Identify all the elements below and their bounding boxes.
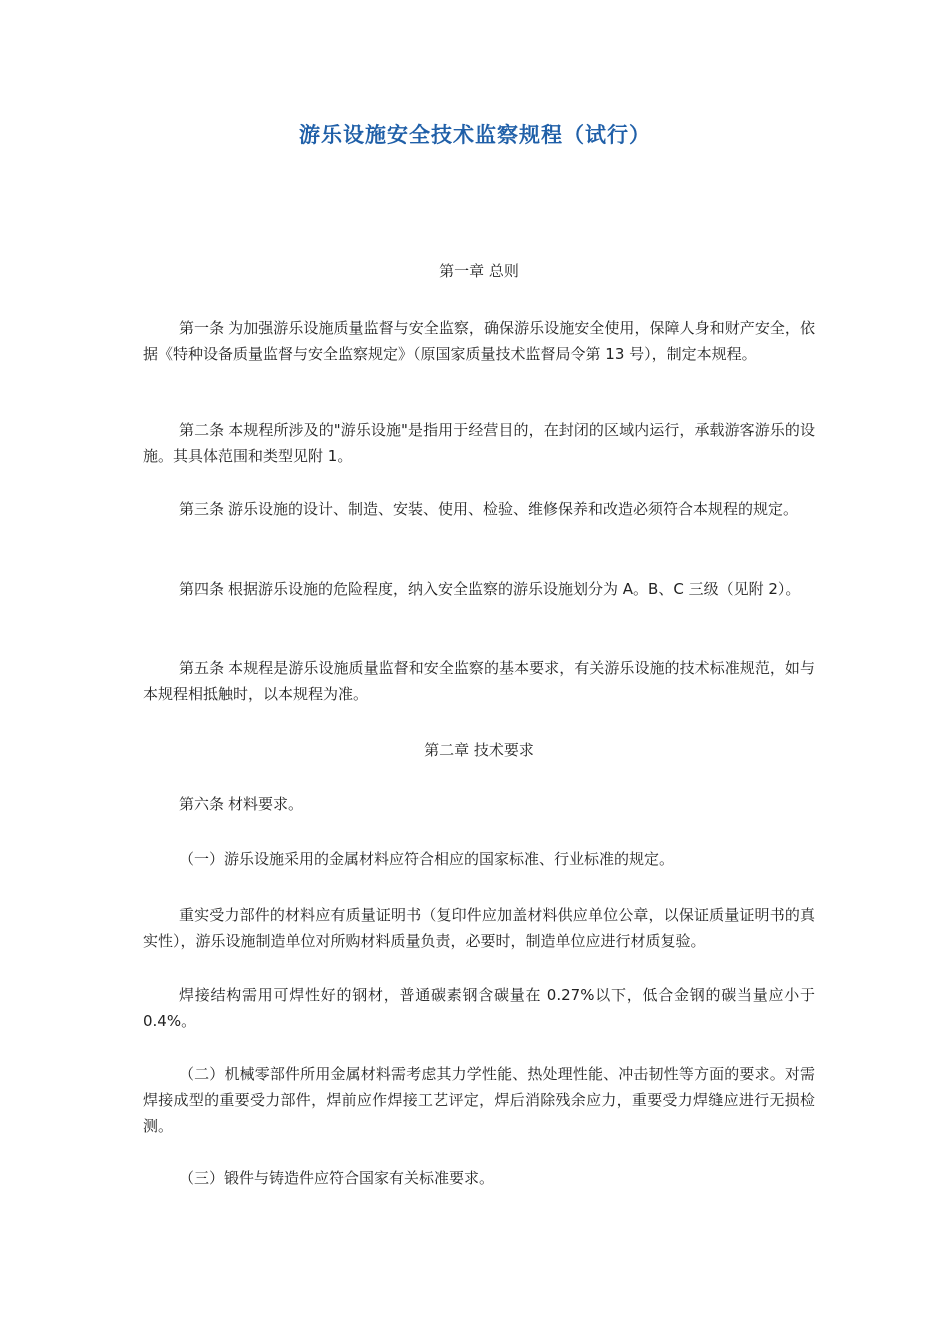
paragraph-text: 重实受力部件的材料应有质量证明书（复印件应加盖材料供应单位公章，以保证质量证明书的真实性），游乐设施制造单位对所购材料质量负责，必要时，制造单位应进行材质复验。	[143, 906, 815, 950]
paragraph	[143, 1061, 815, 1139]
article-label: 第三条	[179, 500, 225, 518]
article-label: 第四条	[179, 580, 225, 598]
article-label: 第五条	[179, 659, 225, 677]
paragraph-text: （三）锻件与铸造件应符合国家有关标准要求。	[179, 1169, 495, 1187]
paragraph	[143, 1165, 815, 1191]
paragraph	[143, 496, 815, 522]
paragraph	[143, 846, 815, 872]
paragraph-text: 焊接结构需用可焊性好的钢材，普通碳素钢含碳量在 0.27%以下，低合金钢的碳当量应小于 0.4%。	[143, 986, 815, 1030]
paragraph-text: 为加强游乐设施质量监督与安全监察，确保游乐设施安全使用，保障人身和财产安全，依据《特种设备质量监督与安全监察规定》（原国家质量技术监督局令第 13 号），制定本规程。	[143, 319, 815, 363]
article-label: 第二条	[179, 421, 225, 439]
paragraph	[143, 576, 815, 602]
chapter-heading: 第一章 总则	[439, 262, 519, 280]
document-title: 游乐设施安全技术监察规程（试行）	[299, 123, 651, 147]
paragraph-text: （二）机械零部件所用金属材料需考虑其力学性能、热处理性能、冲击韧性等方面的要求。对需焊接成型的重要受力部件，焊前应作焊接工艺评定，焊后消除残余应力，重要受力焊缝应进行无损检测。	[143, 1065, 815, 1135]
chapter-heading: 第二章 技术要求	[424, 741, 534, 759]
paragraph	[143, 902, 815, 954]
paragraph	[143, 315, 815, 367]
paragraph	[143, 982, 815, 1034]
paragraph-text: （一）游乐设施采用的金属材料应符合相应的国家标准、行业标准的规定。	[179, 850, 675, 868]
paragraph-text: 根据游乐设施的危险程度，纳入安全监察的游乐设施划分为 A。B、C 三级（见附 2）。	[228, 580, 801, 598]
article-label: 第一条	[179, 319, 225, 337]
paragraph	[143, 655, 815, 707]
paragraph-text: 材料要求。	[228, 795, 304, 813]
paragraph-text: 游乐设施的设计、制造、安装、使用、检验、维修保养和改造必须符合本规程的规定。	[228, 500, 799, 518]
paragraph	[143, 791, 815, 817]
paragraph	[143, 417, 815, 469]
article-label: 第六条	[179, 795, 225, 813]
paragraph-text: 本规程是游乐设施质量监督和安全监察的基本要求，有关游乐设施的技术标准规范，如与本规程相抵触时，以本规程为准。	[143, 659, 815, 703]
paragraph-text: 本规程所涉及的"游乐设施"是指用于经营目的，在封闭的区域内运行，承载游客游乐的设施。其具体范围和类型见附 1。	[143, 421, 815, 465]
